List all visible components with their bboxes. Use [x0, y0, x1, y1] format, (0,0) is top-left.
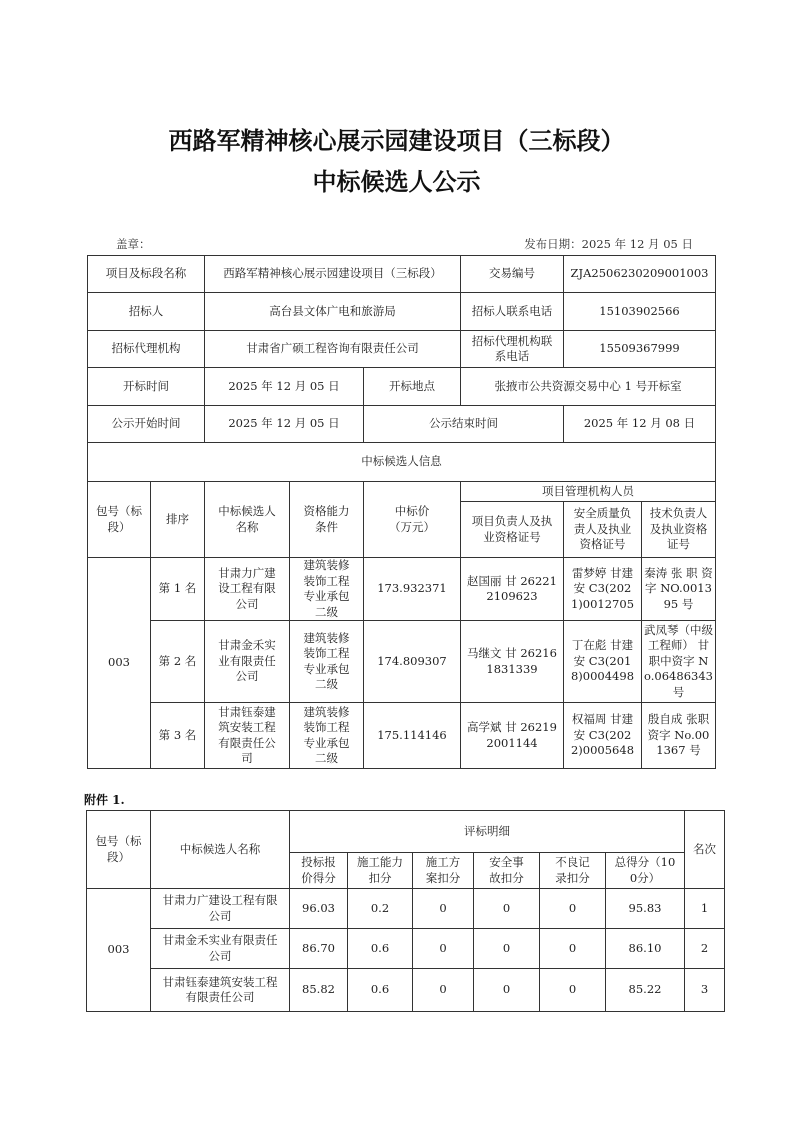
candidate-name: 甘肃金禾实业有限责任公司	[205, 621, 290, 703]
annex-row	[87, 929, 725, 969]
annex-score: 0	[413, 969, 474, 1012]
seal-label: 盖章：	[116, 237, 151, 251]
annex-score: 96.03	[290, 889, 348, 929]
info-row-project	[88, 256, 716, 293]
section-title-row	[88, 443, 716, 482]
annex-rank: 1	[685, 889, 725, 929]
notice-start-label: 公示开始时间	[88, 406, 205, 443]
publish-date: 发布日期：2025 年 12 月 05 日	[524, 237, 693, 251]
trade-no-value: ZJA2506230209001003	[564, 256, 716, 293]
annex-total: 95.83	[606, 889, 685, 929]
project-label: 项目及标段名称	[88, 256, 205, 293]
project-value: 西路军精神核心展示园建设项目（三标段）	[205, 256, 461, 293]
header-name: 中标候选人名称	[205, 482, 290, 558]
annex-score: 0	[540, 929, 606, 969]
annex-score: 0	[413, 929, 474, 969]
annex-header-col: 施工方案扣分	[413, 853, 474, 889]
candidate-header-row	[88, 482, 716, 502]
candidate-price: 175.114146	[364, 703, 461, 769]
annex-score: 0	[540, 969, 606, 1012]
annex-rank: 3	[685, 969, 725, 1012]
info-row-agency	[88, 331, 716, 368]
annex-score: 0	[474, 929, 540, 969]
open-place-label: 开标地点	[364, 368, 461, 406]
candidate-name: 甘肃钰泰建筑安装工程有限责任公司	[205, 703, 290, 769]
notice-start-value: 2025 年 12 月 05 日	[205, 406, 364, 443]
agency-phone-label: 招标代理机构联系电话	[461, 331, 564, 368]
candidate-row	[88, 703, 716, 769]
evaluation-detail-table	[86, 810, 725, 1012]
header-package: 包号（标段）	[88, 482, 151, 558]
candidate-tech: 武凤琴（中级工程师） 甘职中资字 No.06486343号	[642, 621, 716, 703]
info-row-opening	[88, 368, 716, 406]
header-pm: 项目负责人及执业资格证号	[461, 502, 564, 558]
candidate-safety: 权福周 甘建安 C3(2022)0005648	[564, 703, 642, 769]
annex-candidate-name: 甘肃钰泰建筑安装工程有限责任公司	[151, 969, 290, 1012]
trade-no-label: 交易编号	[461, 256, 564, 293]
candidate-safety: 丁在彪 甘建安 C3(2018)0004498	[564, 621, 642, 703]
document-title: 西路军精神核心展示园建设项目（三标段）	[168, 126, 625, 155]
candidate-tech: 秦涛 张 职 资 字 NO.001395 号	[642, 558, 716, 621]
open-time-label: 开标时间	[88, 368, 205, 406]
annex-row	[87, 889, 725, 929]
annex-score: 85.82	[290, 969, 348, 1012]
annex-score: 0	[474, 969, 540, 1012]
notice-end-label: 公示结束时间	[364, 406, 564, 443]
tenderer-value: 高台县文体广电和旅游局	[205, 293, 461, 331]
annex-package: 003	[87, 889, 151, 1012]
open-place-value: 张掖市公共资源交易中心 1 号开标室	[461, 368, 716, 406]
tenderer-phone-value: 15103902566	[564, 293, 716, 331]
candidate-rank: 第 1 名	[151, 558, 205, 621]
annex-score: 0	[540, 889, 606, 929]
agency-phone-value: 15509367999	[564, 331, 716, 368]
annex-total: 86.10	[606, 929, 685, 969]
header-rank: 排序	[151, 482, 205, 558]
candidate-section-title: 中标候选人信息	[88, 443, 716, 482]
candidate-price: 173.932371	[364, 558, 461, 621]
annex-header-col: 投标报价得分	[290, 853, 348, 889]
info-row-tenderer	[88, 293, 716, 331]
candidate-row	[88, 558, 716, 621]
candidate-qualification: 建筑装修装饰工程专业承包二级	[290, 703, 364, 769]
notice-end-value: 2025 年 12 月 08 日	[564, 406, 716, 443]
annex-score: 86.70	[290, 929, 348, 969]
annex-header-col: 安全事故扣分	[474, 853, 540, 889]
info-row-notice	[88, 406, 716, 443]
annex-header-col: 不良记录扣分	[540, 853, 606, 889]
agency-value: 甘肃省广硕工程咨询有限责任公司	[205, 331, 461, 368]
header-price: 中标价（万元）	[364, 482, 461, 558]
agency-label: 招标代理机构	[88, 331, 205, 368]
annex-score: 0.6	[348, 929, 413, 969]
open-time-value: 2025 年 12 月 05 日	[205, 368, 364, 406]
candidate-notice-table	[87, 255, 716, 769]
header-safety: 安全质量负责人及执业资格证号	[564, 502, 642, 558]
annex-row	[87, 969, 725, 1012]
annex-header-detail-group: 评标明细	[290, 811, 685, 853]
candidate-qualification: 建筑装修装饰工程专业承包二级	[290, 558, 364, 621]
annex-header-col: 总得分（100分）	[606, 853, 685, 889]
header-qualification: 资格能力条件	[290, 482, 364, 558]
candidate-qualification: 建筑装修装饰工程专业承包二级	[290, 621, 364, 703]
candidate-tech: 殷自成 张职资字 No.001367 号	[642, 703, 716, 769]
candidate-pm: 马继文 甘 262161831339	[461, 621, 564, 703]
candidate-pm: 高学斌 甘 262192001144	[461, 703, 564, 769]
annex-header-rank: 名次	[685, 811, 725, 889]
candidate-price: 174.809307	[364, 621, 461, 703]
annex-label: 附件 1.	[84, 793, 125, 807]
annex-score: 0.6	[348, 969, 413, 1012]
annex-candidate-name: 甘肃力广建设工程有限公司	[151, 889, 290, 929]
annex-score: 0	[474, 889, 540, 929]
candidate-row	[88, 621, 716, 703]
annex-candidate-name: 甘肃金禾实业有限责任公司	[151, 929, 290, 969]
candidate-name: 甘肃力广建设工程有限公司	[205, 558, 290, 621]
annex-total: 85.22	[606, 969, 685, 1012]
annex-header-package: 包号（标段）	[87, 811, 151, 889]
annex-header-col: 施工能力扣分	[348, 853, 413, 889]
annex-rank: 2	[685, 929, 725, 969]
candidate-rank: 第 3 名	[151, 703, 205, 769]
tenderer-label: 招标人	[88, 293, 205, 331]
annex-score: 0.2	[348, 889, 413, 929]
candidate-pm: 赵国丽 甘 262212109623	[461, 558, 564, 621]
tenderer-phone-label: 招标人联系电话	[461, 293, 564, 331]
annex-header-name: 中标候选人名称	[151, 811, 290, 889]
header-tech: 技术负责人及执业资格证号	[642, 502, 716, 558]
annex-header-row	[87, 811, 725, 853]
header-staff-group: 项目管理机构人员	[461, 482, 716, 502]
candidate-safety: 雷梦婷 甘建安 C3(2021)0012705	[564, 558, 642, 621]
candidate-rank: 第 2 名	[151, 621, 205, 703]
annex-score: 0	[413, 889, 474, 929]
document-subtitle: 中标候选人公示	[312, 167, 481, 196]
candidate-package: 003	[88, 558, 151, 769]
